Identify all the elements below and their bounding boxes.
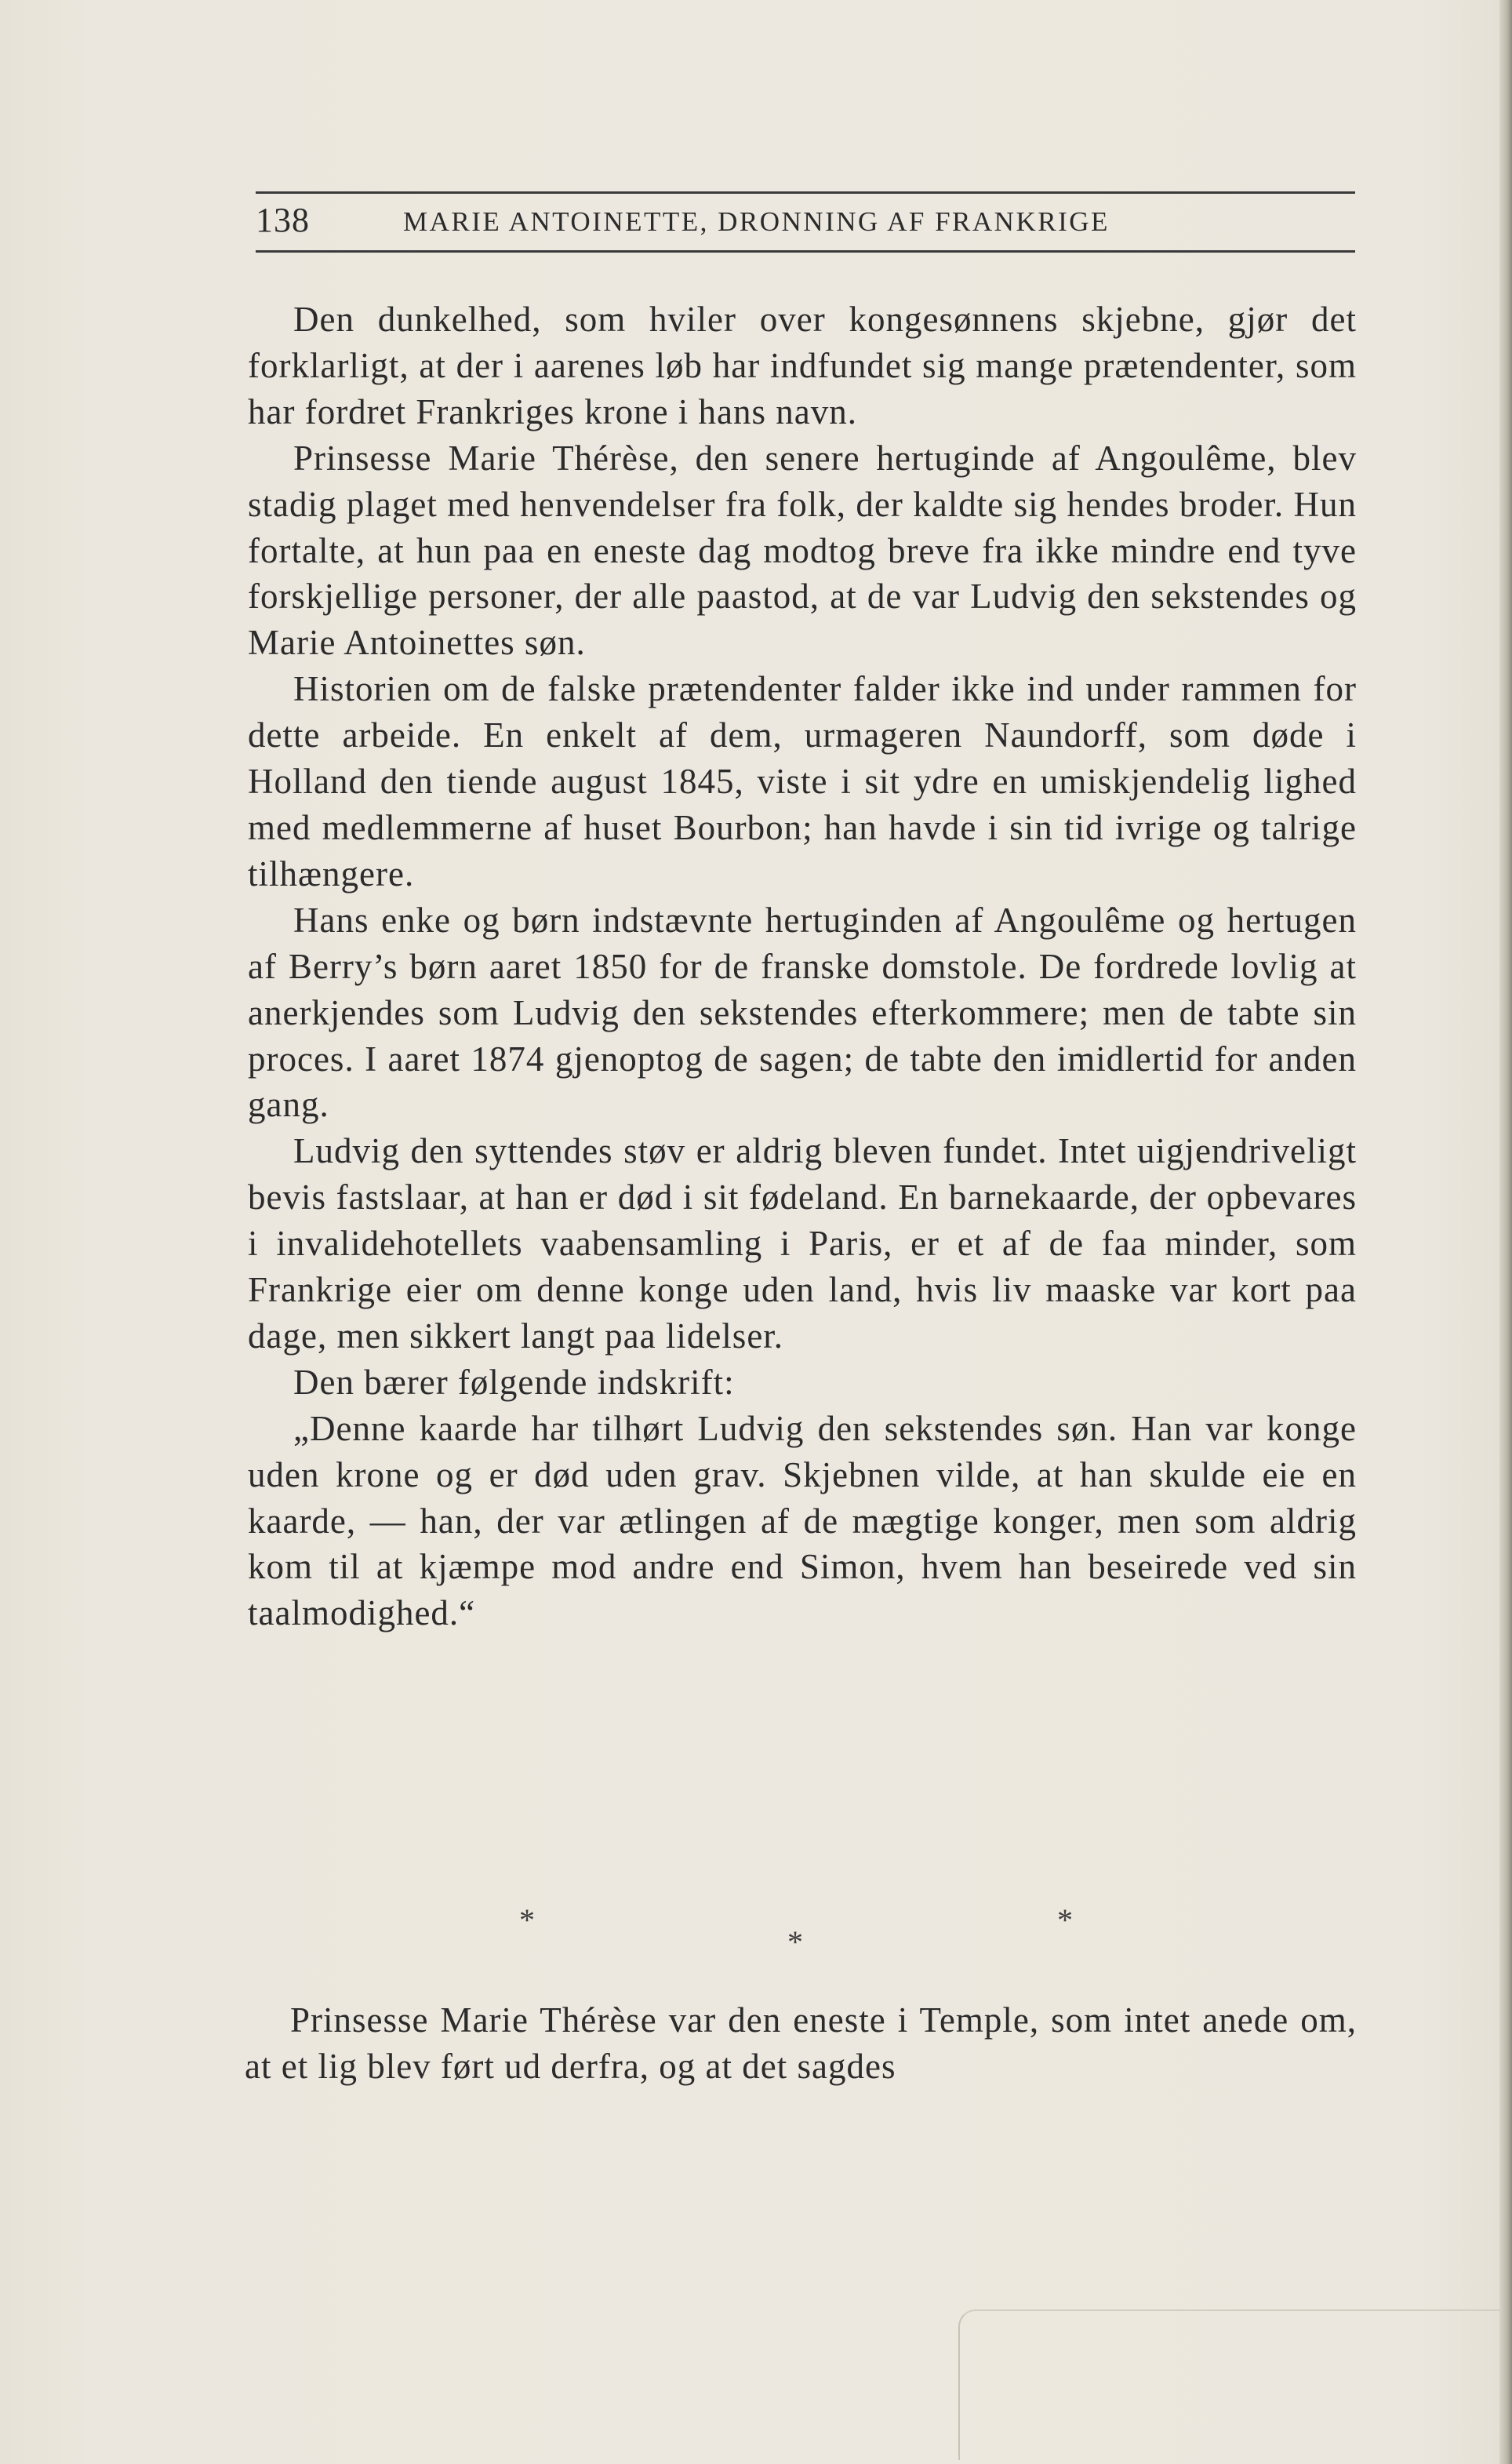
separator-star: *: [1057, 1902, 1073, 1938]
running-header: [256, 191, 1355, 253]
paragraph: Den bærer følgende indskrift:: [293, 1362, 735, 1402]
paragraph: Den dunkelhed, som hviler over kongesønnens skjebne, gjør det forklarligt, at der i aarenes løb har indfundet sig mange prætendenter, som har fordret Frankriges krone i hans navn.: [248, 300, 1357, 431]
paragraph: Ludvig den syttendes støv er aldrig bleven fundet. Intet uigjendriveligt bevis fastslaar, at han er død i sit fødeland. En barnekaarde, der opbevares i invalidehotellets vaabensamling i Paris, er et af de faa minder, som Frankrige eier om denne konge uden land, hvis liv maaske var kort paa dage, men sikkert langt paa lidelser.: [248, 1131, 1357, 1356]
page-edge: [1499, 0, 1512, 2464]
section-separator: [248, 1902, 1357, 1960]
body-text: [248, 297, 1357, 1636]
page-number: 138: [256, 201, 310, 239]
separator-star: *: [787, 1924, 803, 1960]
paragraph: Prinsesse Marie Thérèse, den senere hertuginde af Angoulême, blev stadig plaget med henvendelser fra folk, der kaldte sig hendes broder. Hun fortalte, at hun paa en eneste dag modtog breve fra ikke mindre end tyve forskjellige personer, der alle paastod, at de var Ludvig den sekstendes og Marie Antoinettes søn.: [248, 438, 1357, 663]
running-title: MARIE ANTOINETTE, DRONNING AF FRANKRIGE: [403, 206, 1110, 237]
paper-fold-mark: [958, 2309, 1501, 2460]
paragraph: Historien om de falske prætendenter falder ikke ind under rammen for dette arbeide. En enkelt af dem, urmageren Naundorff, som døde i Holland den tiende august 1845, viste i sit ydre en umiskjendelig lighed med medlemmerne af huset Bourbon; han havde i sin tid ivrige og talrige tilhængere.: [248, 669, 1357, 894]
separator-star: *: [519, 1902, 535, 1938]
quoted-inscription: „Denne kaarde har tilhørt Ludvig den sekstendes søn. Han var konge uden krone og er død uden grav. Skjebnen vilde, at han skulde eie en kaarde, — han, der var ætlingen af de mægtige konger, men som aldrig kom til at kjæmpe mod andre end Simon, hvem han beseirede ved sin taalmodighed.“: [248, 1408, 1357, 1633]
paragraph: Hans enke og børn indstævnte hertuginden af Angoulême og hertugen af Berry’s børn aaret 1850 for de franske domstole. De fordrede lovlig at anerkjendes som Ludvig den sekstendes efterkommere; men de tabte sin proces. I aaret 1874 gjenoptog de sagen; de tabte den imidlertid for anden gang.: [248, 900, 1357, 1125]
paragraph: Prinsesse Marie Thérèse var den eneste i Temple, som intet anede om, at et lig blev ført ud derfra, og at det sagdes: [245, 2000, 1357, 2086]
